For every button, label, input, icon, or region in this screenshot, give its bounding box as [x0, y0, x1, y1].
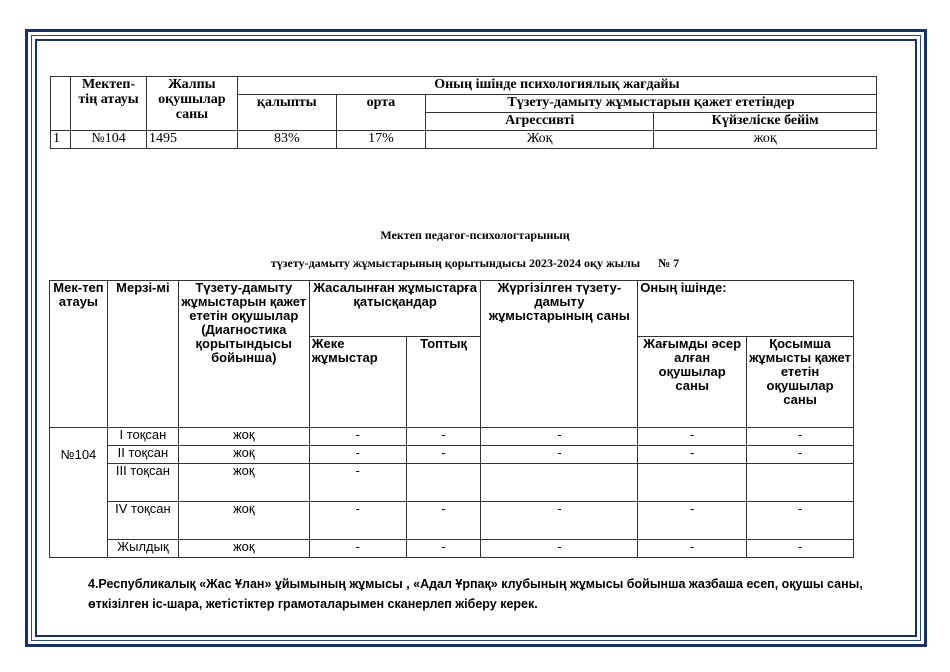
table-row [50, 446, 854, 464]
t1-psych-state-header: Оның ішінде психологиялық жағдайы [237, 77, 876, 95]
t2-individual-cell: - [309, 446, 406, 464]
t1-normal-header: қалыпты [237, 95, 336, 131]
t2-additional-header: Қосымша жұмысты қажет ететін оқушылар саны [747, 337, 854, 428]
t2-group-cell: - [406, 446, 481, 464]
t2-period-cell: I тоқсан [107, 428, 178, 446]
t1-school-header: Мектеп-тің атауы [71, 77, 147, 131]
t2-need-cell: жоқ [178, 464, 309, 502]
t2-additional-cell: - [747, 540, 854, 558]
t2-additional-cell: - [747, 502, 854, 540]
t2-group-cell [406, 464, 481, 502]
t2-school-header: Мек-теп атауы [50, 281, 108, 428]
t2-including-header: Оның ішінде: [638, 281, 854, 337]
t2-need-cell: жоқ [178, 540, 309, 558]
t1-stress-header: Күйзеліске бейім [654, 113, 877, 131]
t2-individual-cell: - [309, 540, 406, 558]
t2-group-cell: - [406, 502, 481, 540]
t2-positive-cell: - [638, 540, 747, 558]
instruction-note: 4.Республикалық «Жас Ұлан» ұйымының жұмысы , «Адал Ұрпақ» клубының жұмысы бойынша жазбаша есеп, оқушы саны, өткізілген іс-шара, жетістіктер грамоталарымен сканерлеп жіберу керек. [88, 577, 863, 611]
t2-period-cell: III тоқсан [107, 464, 178, 502]
t2-conducted-cell [481, 464, 638, 502]
t1-num-header [51, 77, 71, 131]
t2-individual-cell: - [309, 502, 406, 540]
table-row [50, 502, 854, 540]
t1-average-cell: 17% [336, 131, 425, 149]
report-heading-line1: Мектеп педагог-психологтарының [380, 228, 570, 242]
t2-need-students-header: Түзету-дамыту жұмыстарын қажет ететін оқушылар (Диагностика қорытындысы бойынша) [178, 281, 309, 428]
t2-positive-cell: - [638, 428, 747, 446]
t2-individual-header: Жеке жұмыстар [309, 337, 406, 428]
t2-period-cell: Жылдық [107, 540, 178, 558]
t2-need-cell: жоқ [178, 446, 309, 464]
t1-total-header: Жалпы оқушылар саны [147, 77, 238, 131]
t1-total-cell: 1495 [147, 131, 238, 149]
t2-period-cell: II тоқсан [107, 446, 178, 464]
table-row [50, 540, 854, 558]
t1-aggressive-header: Агрессивті [426, 113, 654, 131]
table-row [51, 131, 877, 149]
t2-participants-header: Жасалынған жұмыстарға қатысқандар [309, 281, 481, 337]
t2-group-cell: - [406, 428, 481, 446]
t2-additional-cell: - [747, 428, 854, 446]
t2-group-cell: - [406, 540, 481, 558]
t2-positive-cell: - [638, 446, 747, 464]
t1-school-cell: №104 [71, 131, 147, 149]
t2-positive-cell [638, 464, 747, 502]
t1-average-header: орта [336, 95, 425, 131]
t2-group-header: Топтық [406, 337, 481, 428]
t2-conducted-cell: - [481, 540, 638, 558]
t1-normal-cell: 83% [237, 131, 336, 149]
psychological-state-table [50, 76, 877, 149]
t2-school-cell: №104 [50, 428, 108, 558]
t2-positive-header: Жағымды әсер алған оқушылар саны [638, 337, 747, 428]
t2-positive-cell: - [638, 502, 747, 540]
report-heading-line2: түзету-дамыту жұмыстарының қорытындысы 2023-2024 оқу жылы № 7 [270, 256, 680, 270]
correction-work-table [49, 280, 854, 558]
t1-stress-cell: жоқ [654, 131, 877, 149]
t1-num-cell: 1 [51, 131, 71, 149]
t2-conducted-cell: - [481, 428, 638, 446]
t2-additional-cell: - [747, 446, 854, 464]
t2-period-header: Мерзі-мі [107, 281, 178, 428]
t1-need-work-header: Түзету-дамыту жұмыстарын қажет ететіндер [426, 95, 877, 113]
t2-additional-cell [747, 464, 854, 502]
t2-need-cell: жоқ [178, 502, 309, 540]
t2-individual-cell: - [309, 464, 406, 502]
table-row [50, 464, 854, 502]
t2-conducted-header: Жүргізілген түзету-дамыту жұмыстарының саны [481, 281, 638, 428]
t2-conducted-cell: - [481, 502, 638, 540]
t2-conducted-cell: - [481, 446, 638, 464]
t1-aggressive-cell: Жоқ [426, 131, 654, 149]
t2-individual-cell: - [309, 428, 406, 446]
t2-period-cell: IV тоқсан [107, 502, 178, 540]
table-row [50, 428, 854, 446]
t2-need-cell: жоқ [178, 428, 309, 446]
